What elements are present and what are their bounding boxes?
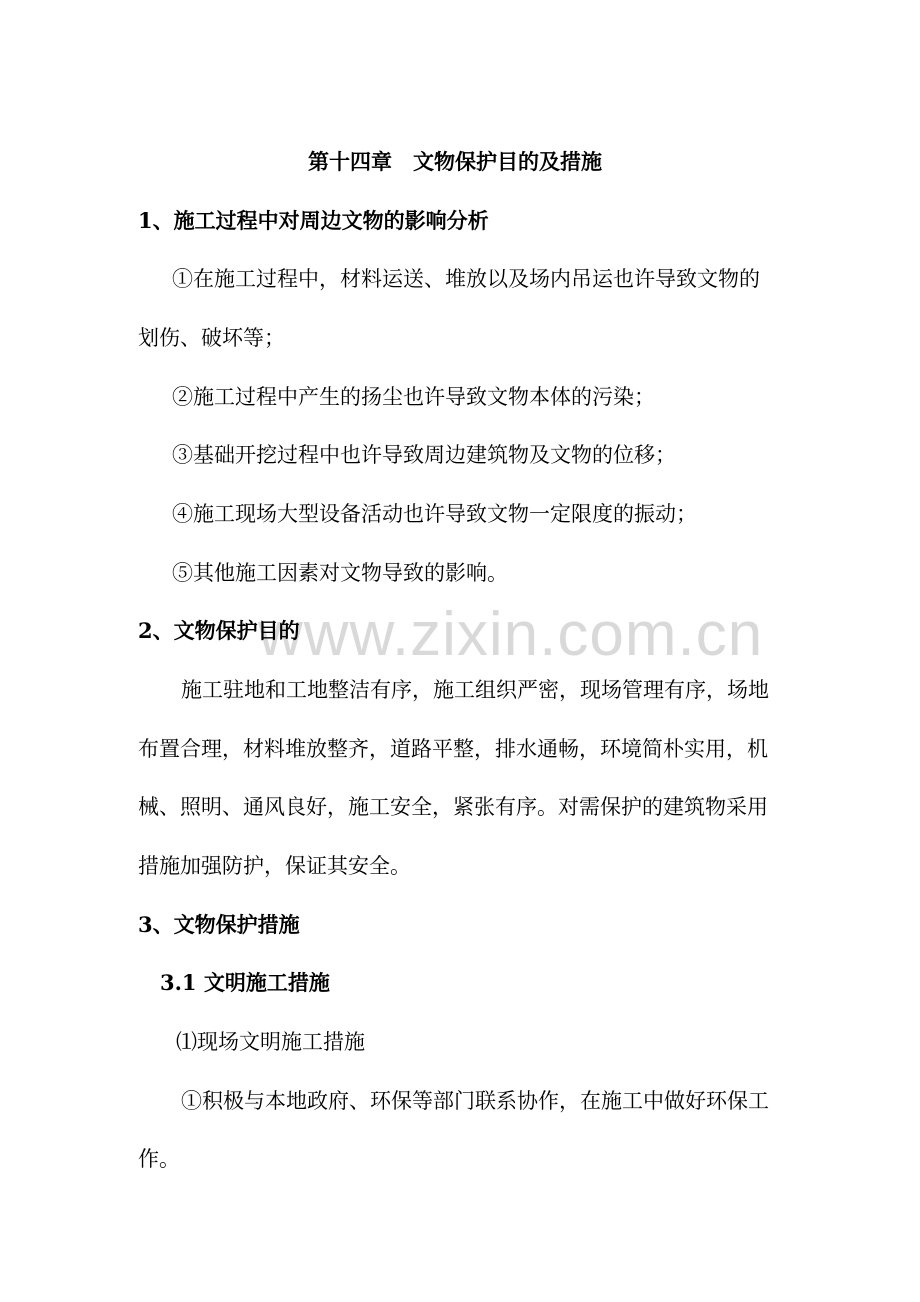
section-1-item-2: ②施工过程中产生的扬尘也许导致文物本体的污染； [172,385,655,409]
section-1-item-4: ④施工现场大型设备活动也许导致文物一定限度的振动； [172,502,697,526]
section-2-paragraph-line-4: 措施加强防护，保证其安全。 [138,854,411,878]
section-3-1-subitem: ⑴现场文明施工措施 [176,1030,365,1054]
section-3-heading: 3、文物保护措施 [138,912,300,937]
section-1-item-1-line-2: 划伤、破坏等； [138,326,285,350]
section-3-1-heading: 3.1 文明施工措施 [160,970,330,995]
section-1-item-5: ⑤其他施工因素对文物导致的影响。 [172,561,508,585]
watermark: www.zixin.com.cn [258,600,764,669]
section-2-heading: 2、文物保护目的 [138,618,300,643]
chapter-title: 第十四章 文物保护目的及措施 [308,149,602,174]
section-3-1-item-1-line-1: ①积极与本地政府、环保等部门联系协作，在施工中做好环保工 [181,1089,769,1113]
section-2-paragraph-line-3: 械、照明、通风良好，施工安全，紧张有序。对需保护的建筑物采用 [138,795,768,819]
section-1-item-1-line-1: ①在施工过程中，材料运送、堆放以及场内吊运也许导致文物的 [172,267,760,291]
section-1-item-3: ③基础开挖过程中也许导致周边建筑物及文物的位移； [172,443,676,467]
section-3-1-item-1-line-2: 作。 [138,1147,180,1171]
section-2-paragraph-line-2: 布置合理，材料堆放整齐，道路平整，排水通畅，环境简朴实用，机 [138,737,768,761]
section-1-heading: 1、施工过程中对周边文物的影响分析 [138,208,489,233]
section-2-paragraph-line-1: 施工驻地和工地整洁有序，施工组织严密，现场管理有序，场地 [181,678,769,702]
